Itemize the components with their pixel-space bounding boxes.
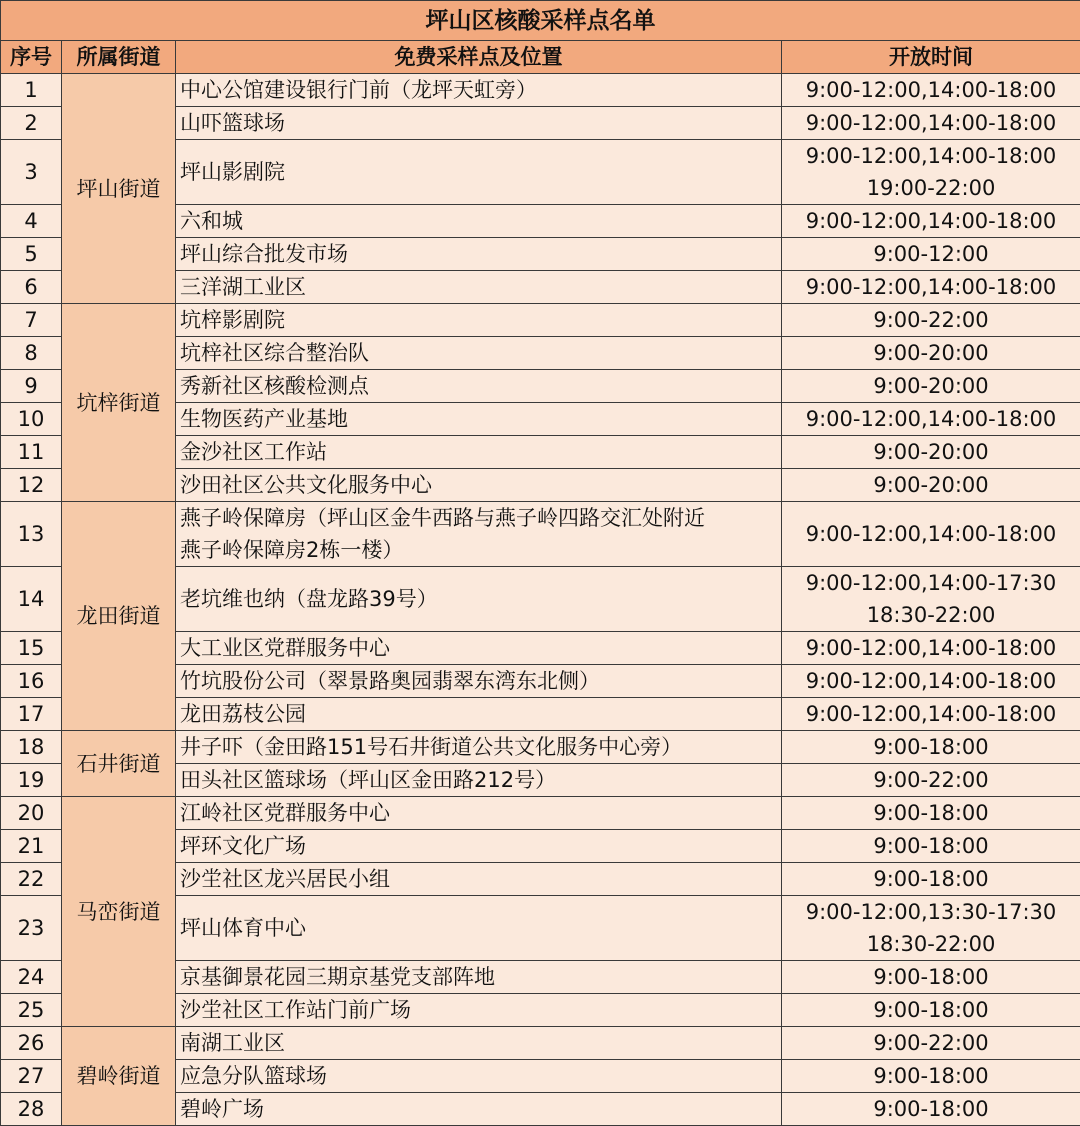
location-line: 坪山影剧院 (180, 156, 781, 188)
location-line: 应急分队篮球场 (180, 1060, 781, 1092)
row-number: 23 (1, 896, 62, 961)
location-cell (176, 238, 782, 271)
location-line: 沙田社区公共文化服务中心 (180, 469, 781, 501)
location-line: 燕子岭保障房（坪山区金牛西路与燕子岭四路交汇处附近 (180, 502, 781, 534)
hours-line: 19:00-22:00 (782, 172, 1080, 204)
location-cell (176, 764, 782, 797)
location-cell (176, 863, 782, 896)
hours-line: 9:00-22:00 (782, 304, 1080, 336)
location-cell (176, 304, 782, 337)
hours-cell (782, 830, 1080, 863)
table-body (1, 74, 1080, 1126)
table-row (1, 731, 1080, 764)
row-number: 28 (1, 1093, 62, 1126)
row-number: 11 (1, 436, 62, 469)
location-cell (176, 107, 782, 140)
hours-cell (782, 797, 1080, 830)
hours-cell (782, 502, 1080, 567)
location-line: 坪山综合批发市场 (180, 238, 781, 270)
location-line: 六和城 (180, 205, 781, 237)
location-line: 坑梓社区综合整治队 (180, 337, 781, 369)
hours-cell (782, 469, 1080, 502)
hours-line: 9:00-12:00,14:00-18:00 (782, 140, 1080, 172)
row-number: 5 (1, 238, 62, 271)
hours-line: 9:00-22:00 (782, 1027, 1080, 1059)
location-line: 老坑维也纳（盘龙路39号） (180, 583, 781, 615)
hours-cell (782, 698, 1080, 731)
hours-cell (782, 665, 1080, 698)
location-line: 沙坣社区龙兴居民小组 (180, 863, 781, 895)
hours-cell (782, 764, 1080, 797)
hours-line: 9:00-20:00 (782, 337, 1080, 369)
header-location: 免费采样点及位置 (176, 41, 782, 74)
hours-cell (782, 238, 1080, 271)
row-number: 26 (1, 1027, 62, 1060)
row-number: 27 (1, 1060, 62, 1093)
location-line: 大工业区党群服务中心 (180, 632, 781, 664)
location-cell (176, 370, 782, 403)
row-number: 21 (1, 830, 62, 863)
header-row (1, 41, 1080, 74)
header-no: 序号 (1, 41, 62, 74)
table-title: 坪山区核酸采样点名单 (1, 1, 1080, 41)
street-cell: 坑梓街道 (62, 304, 176, 502)
row-number: 22 (1, 863, 62, 896)
hours-line: 9:00-12:00,14:00-18:00 (782, 403, 1080, 435)
hours-cell (782, 632, 1080, 665)
hours-line: 18:30-22:00 (782, 928, 1080, 960)
row-number: 20 (1, 797, 62, 830)
hours-line: 9:00-18:00 (782, 830, 1080, 862)
row-number: 15 (1, 632, 62, 665)
location-line: 三洋湖工业区 (180, 271, 781, 303)
row-number: 12 (1, 469, 62, 502)
location-line: 坪环文化广场 (180, 830, 781, 862)
table-row (1, 304, 1080, 337)
row-number: 1 (1, 74, 62, 107)
street-cell: 坪山街道 (62, 74, 176, 304)
hours-cell (782, 731, 1080, 764)
hours-line: 9:00-20:00 (782, 469, 1080, 501)
location-cell (176, 797, 782, 830)
location-cell (176, 271, 782, 304)
location-cell (176, 731, 782, 764)
hours-line: 9:00-18:00 (782, 1060, 1080, 1092)
location-cell (176, 205, 782, 238)
location-line: 江岭社区党群服务中心 (180, 797, 781, 829)
row-number: 13 (1, 502, 62, 567)
hours-line: 9:00-22:00 (782, 764, 1080, 796)
location-line: 金沙社区工作站 (180, 436, 781, 468)
hours-cell (782, 337, 1080, 370)
hours-cell (782, 205, 1080, 238)
location-cell (176, 961, 782, 994)
row-number: 8 (1, 337, 62, 370)
hours-line: 9:00-12:00,14:00-17:30 (782, 567, 1080, 599)
location-line: 生物医药产业基地 (180, 403, 781, 435)
table-row (1, 502, 1080, 567)
hours-cell (782, 436, 1080, 469)
street-cell: 碧岭街道 (62, 1027, 176, 1126)
row-number: 18 (1, 731, 62, 764)
location-cell (176, 896, 782, 961)
location-line: 碧岭广场 (180, 1093, 781, 1125)
street-cell: 马峦街道 (62, 797, 176, 1027)
location-cell (176, 436, 782, 469)
hours-line: 9:00-12:00,14:00-18:00 (782, 518, 1080, 550)
hours-cell (782, 403, 1080, 436)
location-cell (176, 1027, 782, 1060)
location-cell (176, 469, 782, 502)
header-hours: 开放时间 (782, 41, 1080, 74)
location-cell (176, 830, 782, 863)
location-cell (176, 1093, 782, 1126)
hours-cell (782, 304, 1080, 337)
hours-cell (782, 74, 1080, 107)
table-row (1, 797, 1080, 830)
location-line: 秀新社区核酸检测点 (180, 370, 781, 402)
location-line: 龙田荔枝公园 (180, 698, 781, 730)
hours-cell (782, 1027, 1080, 1060)
hours-cell (782, 271, 1080, 304)
hours-line: 9:00-12:00,14:00-18:00 (782, 632, 1080, 664)
row-number: 2 (1, 107, 62, 140)
location-line: 田头社区篮球场（坪山区金田路212号） (180, 764, 781, 796)
hours-line: 9:00-18:00 (782, 731, 1080, 763)
location-cell (176, 140, 782, 205)
location-cell (176, 1060, 782, 1093)
hours-cell (782, 140, 1080, 205)
hours-line: 9:00-12:00,14:00-18:00 (782, 205, 1080, 237)
row-number: 10 (1, 403, 62, 436)
location-cell (176, 403, 782, 436)
hours-cell (782, 567, 1080, 632)
row-number: 14 (1, 567, 62, 632)
location-cell (176, 567, 782, 632)
hours-cell (782, 1093, 1080, 1126)
header-street: 所属街道 (62, 41, 176, 74)
location-line: 中心公馆建设银行门前（龙坪天虹旁） (180, 74, 781, 106)
table-row (1, 1027, 1080, 1060)
row-number: 19 (1, 764, 62, 797)
table-row (1, 74, 1080, 107)
hours-line: 9:00-20:00 (782, 370, 1080, 402)
row-number: 16 (1, 665, 62, 698)
row-number: 4 (1, 205, 62, 238)
hours-line: 9:00-12:00 (782, 238, 1080, 270)
hours-cell (782, 896, 1080, 961)
location-cell (176, 502, 782, 567)
hours-line: 9:00-18:00 (782, 863, 1080, 895)
row-number: 17 (1, 698, 62, 731)
location-cell (176, 74, 782, 107)
location-line: 燕子岭保障房2栋一楼） (180, 534, 781, 566)
hours-line: 9:00-12:00,14:00-18:00 (782, 271, 1080, 303)
location-line: 山吓篮球场 (180, 107, 781, 139)
location-line: 坑梓影剧院 (180, 304, 781, 336)
row-number: 7 (1, 304, 62, 337)
location-cell (176, 698, 782, 731)
hours-line: 9:00-18:00 (782, 961, 1080, 993)
row-number: 3 (1, 140, 62, 205)
hours-cell (782, 961, 1080, 994)
row-number: 9 (1, 370, 62, 403)
street-cell: 石井街道 (62, 731, 176, 797)
hours-line: 9:00-18:00 (782, 797, 1080, 829)
location-line: 坪山体育中心 (180, 912, 781, 944)
location-line: 南湖工业区 (180, 1027, 781, 1059)
location-line: 竹坑股份公司（翠景路奥园翡翠东湾东北侧） (180, 665, 781, 697)
hours-cell (782, 863, 1080, 896)
location-line: 井子吓（金田路151号石井街道公共文化服务中心旁） (180, 731, 781, 763)
hours-line: 9:00-20:00 (782, 436, 1080, 468)
location-cell (176, 337, 782, 370)
street-cell: 龙田街道 (62, 502, 176, 731)
hours-line: 9:00-12:00,13:30-17:30 (782, 896, 1080, 928)
hours-cell (782, 1060, 1080, 1093)
hours-cell (782, 370, 1080, 403)
location-line: 京基御景花园三期京基党支部阵地 (180, 961, 781, 993)
location-line: 沙坣社区工作站门前广场 (180, 994, 781, 1026)
hours-line: 9:00-18:00 (782, 994, 1080, 1026)
location-cell (176, 665, 782, 698)
row-number: 6 (1, 271, 62, 304)
hours-cell (782, 107, 1080, 140)
hours-line: 9:00-12:00,14:00-18:00 (782, 74, 1080, 106)
location-cell (176, 994, 782, 1027)
row-number: 25 (1, 994, 62, 1027)
row-number: 24 (1, 961, 62, 994)
location-cell (176, 632, 782, 665)
hours-line: 9:00-12:00,14:00-18:00 (782, 107, 1080, 139)
hours-line: 9:00-12:00,14:00-18:00 (782, 698, 1080, 730)
hours-line: 9:00-18:00 (782, 1093, 1080, 1125)
hours-line: 18:30-22:00 (782, 599, 1080, 631)
hours-cell (782, 994, 1080, 1027)
hours-line: 9:00-12:00,14:00-18:00 (782, 665, 1080, 697)
